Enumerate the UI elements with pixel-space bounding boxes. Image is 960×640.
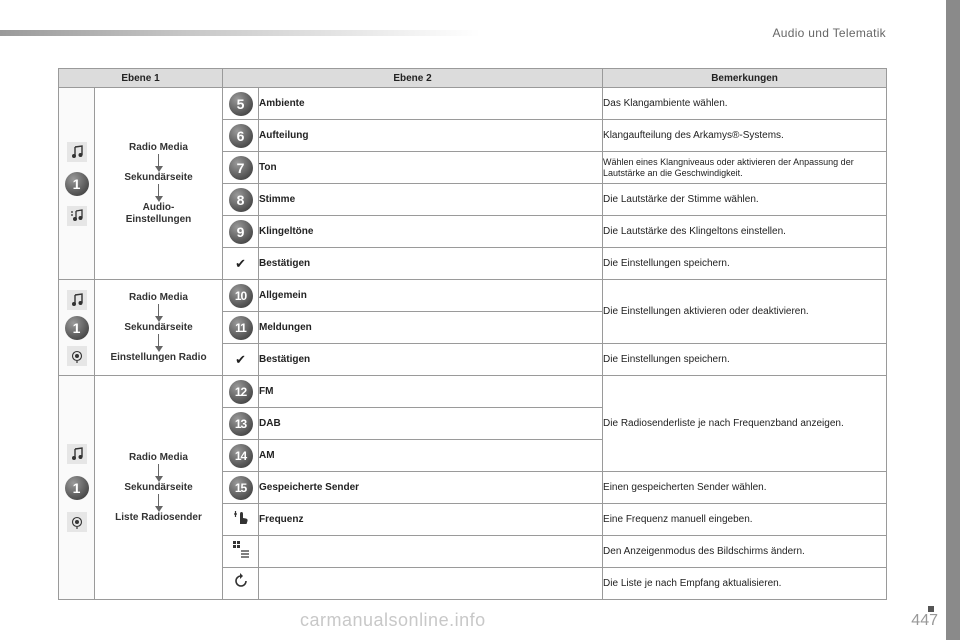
menu-step: Radio Media — [129, 451, 188, 463]
menu-step: Audio- Einstellungen — [125, 201, 192, 225]
remark: Einen gespeicherten Sender wählen. — [603, 472, 887, 504]
remark: Die Einstellungen aktivieren oder deaktivieren. — [603, 280, 887, 344]
level2-label: Aufteilung — [259, 120, 603, 152]
remark: Die Lautstärke der Stimme wählen. — [603, 184, 887, 216]
level1-badge: 1 — [65, 476, 89, 500]
hand-pointer-icon — [223, 504, 259, 536]
menu-step: Radio Media — [129, 291, 188, 303]
menu-step: Sekundärseite — [124, 171, 193, 183]
remark: Das Klangambiente wählen. — [603, 88, 887, 120]
level1-icons — [59, 376, 95, 600]
arrow-down-icon — [154, 464, 164, 482]
level2-label: AM — [259, 440, 603, 472]
menu-step: Liste Radiosender — [115, 511, 202, 523]
page-edge-bar — [946, 0, 960, 640]
level1-badge: 1 — [65, 316, 89, 340]
header-gradient-bar — [0, 30, 480, 36]
table-row — [59, 376, 887, 408]
level2-label: Ambiente — [259, 88, 603, 120]
level2-label: Frequenz — [259, 504, 603, 536]
display-mode-icon — [223, 536, 259, 568]
step-badge: 8 — [229, 188, 253, 212]
remark: Die Einstellungen speichern. — [603, 248, 887, 280]
arrow-down-icon — [154, 184, 164, 202]
menu-path — [95, 88, 223, 280]
checkmark-icon: ✔ — [223, 344, 259, 376]
step-badge: 6 — [229, 124, 253, 148]
remark: Die Radiosenderliste je nach Frequenzband anzeigen. — [603, 376, 887, 472]
arrow-down-icon — [154, 334, 164, 352]
level2-label: Bestätigen — [259, 344, 603, 376]
column-header: Ebene 1 — [59, 69, 223, 88]
level2-label — [259, 568, 603, 600]
table-row — [59, 280, 887, 312]
level2-label — [259, 536, 603, 568]
remark: Eine Frequenz manuell eingeben. — [603, 504, 887, 536]
menu-step: Sekundärseite — [124, 481, 193, 493]
checkmark-icon: ✔ — [223, 248, 259, 280]
level2-label: Bestätigen — [259, 248, 603, 280]
remark: Klangaufteilung des Arkamys®-Systems. — [603, 120, 887, 152]
music-note-icon — [67, 142, 87, 162]
menu-step: Radio Media — [129, 141, 188, 153]
column-header: Ebene 2 — [223, 69, 603, 88]
music-note-icon — [67, 444, 87, 464]
remark: Die Liste je nach Empfang aktualisieren. — [603, 568, 887, 600]
remark: Die Lautstärke des Klingeltons einstellen. — [603, 216, 887, 248]
table-row — [59, 88, 887, 120]
refresh-icon — [223, 568, 259, 600]
level2-label: Stimme — [259, 184, 603, 216]
step-badge: 7 — [229, 156, 253, 180]
arrow-down-icon — [154, 494, 164, 512]
level1-badge: 1 — [65, 172, 89, 196]
menu-step: Sekundärseite — [124, 321, 193, 333]
table-header-row — [59, 69, 887, 88]
step-badge: 11 — [229, 316, 253, 340]
menu-path — [95, 376, 223, 600]
arrow-down-icon — [154, 154, 164, 172]
step-badge: 12 — [229, 380, 253, 404]
radio-list-icon — [67, 512, 87, 532]
arrow-down-icon — [154, 304, 164, 322]
music-settings-icon — [67, 206, 87, 226]
step-badge: 15 — [229, 476, 253, 500]
level2-label: Ton — [259, 152, 603, 184]
column-header: Bemerkungen — [603, 69, 887, 88]
page-number: 447 — [911, 612, 938, 629]
menu-step: Einstellungen Radio — [110, 351, 207, 363]
level2-label: Allgemein — [259, 280, 603, 312]
remark: Den Anzeigenmodus des Bildschirms ändern. — [603, 536, 887, 568]
level2-label: Meldungen — [259, 312, 603, 344]
section-title: Audio und Telematik — [772, 26, 886, 40]
level1-icons — [59, 88, 95, 280]
settings-table — [58, 68, 887, 600]
remark: Wählen eines Klangniveaus oder aktivieren der Anpassung der Lautstärke an die Geschwindigkeit. — [603, 152, 887, 184]
level2-label: FM — [259, 376, 603, 408]
radio-settings-icon — [67, 346, 87, 366]
music-note-icon — [67, 290, 87, 310]
level1-icons — [59, 280, 95, 376]
level2-label: Gespeicherte Sender — [259, 472, 603, 504]
step-badge: 9 — [229, 220, 253, 244]
step-badge: 5 — [229, 92, 253, 116]
watermark: carmanualsonline.info — [300, 610, 486, 630]
level2-label: Klingeltöne — [259, 216, 603, 248]
step-badge: 10 — [229, 284, 253, 308]
remark: Die Einstellungen speichern. — [603, 344, 887, 376]
menu-path — [95, 280, 223, 376]
step-badge: 13 — [229, 412, 253, 436]
step-badge: 14 — [229, 444, 253, 468]
level2-label: DAB — [259, 408, 603, 440]
